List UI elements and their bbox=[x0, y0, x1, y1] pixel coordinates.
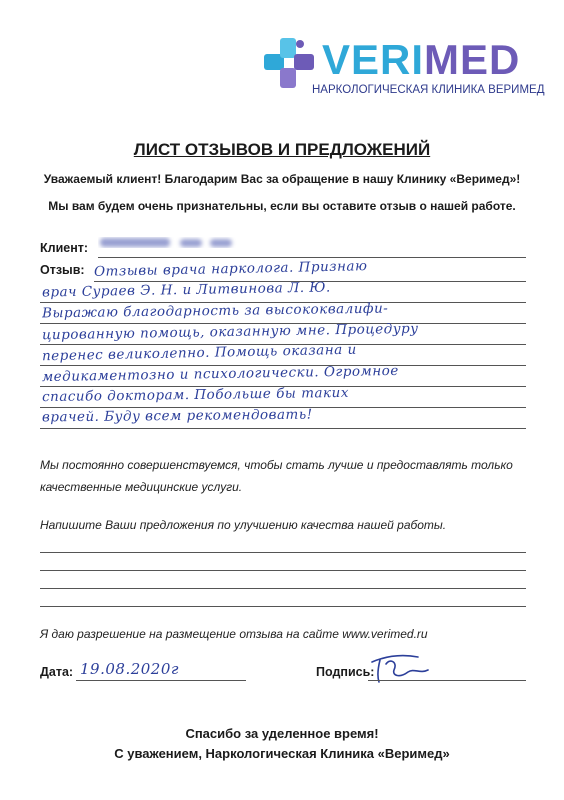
intro-thanks: Уважаемый клиент! Благодарим Вас за обращение в нашу Клинику «Веримед»! bbox=[43, 172, 521, 186]
review-handwritten-line: врачей. Буду всем рекомендовать! bbox=[41, 406, 313, 426]
date-line bbox=[76, 680, 246, 681]
blurred-client-name bbox=[98, 234, 268, 252]
footer-regards: С уважением, Наркологическая Клиника «Веримед» bbox=[114, 746, 450, 761]
review-label: Отзыв: bbox=[40, 263, 85, 277]
footer-thanks: Спасибо за уделенное время! bbox=[185, 726, 379, 741]
improvement-text-cont: качественные медицинские услуги. bbox=[40, 480, 243, 494]
signature-line bbox=[368, 680, 526, 681]
signature-label: Подпись: bbox=[316, 665, 375, 679]
review-handwritten-line: спасибо докторам. Побольше бы таких bbox=[41, 384, 349, 406]
brand-name bbox=[322, 36, 520, 84]
suggestions-label: Напишите Ваши предложения по улучшению качества нашей работы. bbox=[40, 518, 447, 532]
date-label: Дата: bbox=[40, 665, 74, 679]
review-handwritten-line: цированную помощь, оказанную мне. Процедуру bbox=[41, 320, 419, 344]
date-value: 19.08.2020г bbox=[80, 660, 179, 678]
client-label: Клиент: bbox=[40, 241, 89, 255]
suggestion-line bbox=[40, 570, 526, 571]
suggestion-line bbox=[40, 588, 526, 589]
brand-name-part2: MED bbox=[424, 36, 521, 83]
review-handwritten-line: медикаментозно и психологически. Огромное bbox=[41, 362, 399, 386]
review-line bbox=[40, 428, 526, 429]
permission-text: Я даю разрешение на размещение отзыва на сайте www.verimed.ru bbox=[40, 627, 428, 641]
brand-tagline: НАРКОЛОГИЧЕСКАЯ КЛИНИКА ВЕРИМЕД bbox=[312, 84, 545, 96]
review-handwritten-line: врач Сураев Э. Н. и Литвинова Л. Ю. bbox=[41, 279, 331, 301]
page-title: ЛИСТ ОТЗЫВОВ И ПРЕДЛОЖЕНИЙ bbox=[133, 140, 431, 159]
review-handwritten-line: Отзывы врача нарколога. Признаю bbox=[93, 258, 368, 280]
client-line bbox=[98, 257, 526, 258]
suggestion-line bbox=[40, 606, 526, 607]
review-handwritten-line: Выражаю благодарность за высококвалифи- bbox=[41, 300, 389, 322]
brand-name-part1: VERI bbox=[322, 36, 425, 83]
intro-request: Мы вам будем очень признательны, если вы оставите отзыв о нашей работе. bbox=[48, 199, 516, 213]
suggestion-line bbox=[40, 552, 526, 553]
review-handwritten-line: перенес великолепно. Помощь оказана и bbox=[41, 341, 357, 365]
improvement-text: Мы постоянно совершенствуемся, чтобы стать лучше и предоставлять только bbox=[40, 458, 513, 472]
